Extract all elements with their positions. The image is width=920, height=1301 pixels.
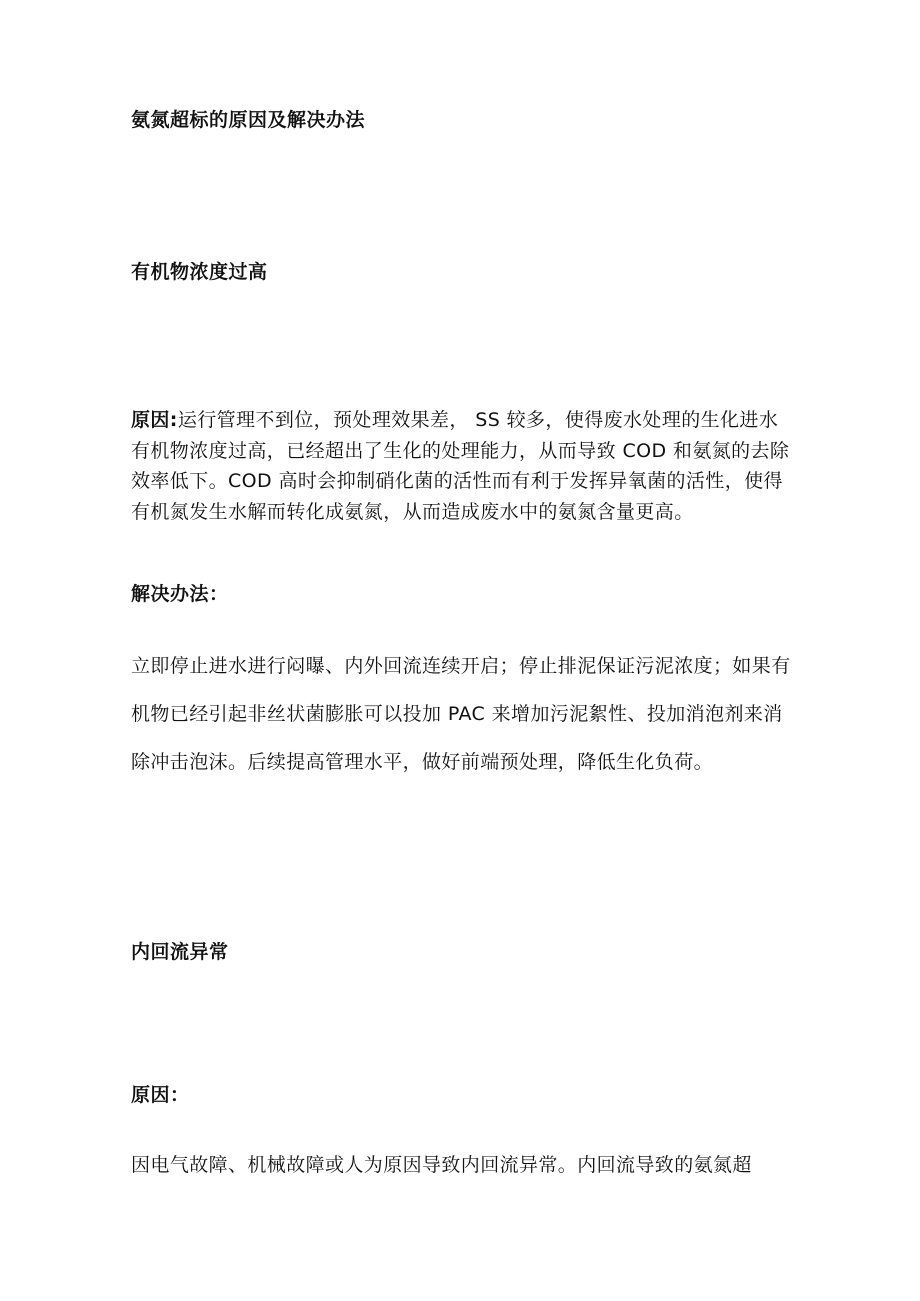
section-heading-organic-concentration: 有机物浓度过高 xyxy=(131,261,268,283)
cause-label: 原因: xyxy=(131,409,178,431)
cause-label-2: 原因： xyxy=(131,1084,190,1106)
cause-text-2: 因电气故障、机械故障或人为原因导致内回流异常。内回流导致的氨氮超 xyxy=(131,1154,752,1176)
document-title: 氨氮超标的原因及解决办法 xyxy=(131,109,366,131)
cause-text: 运行管理不到位，预处理效果差， SS 较多，使得废水处理的生化进水有机物浓度过高，已经超出了生化的处理能力，从而导致 COD 和氨氮的去除效率低下。COD 高时会抑制硝化菌的活性而有利于发挥异氧菌的活性，使得有机氮发生水解而转化成氨氮，从而造成废水中的氨氮含量更高。 xyxy=(131,409,790,523)
solution-paragraph: 立即停止进水进行闷曝、内外回流连续开启；停止排泥保证污泥浓度；如果有机物已经引起非丝状菌膨胀可以投加 PAC 来增加污泥絮性、投加消泡剂来消除冲击泡沫。后续提高管理水平，做好前端预处理，降低生化负荷。 xyxy=(131,655,791,773)
section-heading-internal-reflux: 内回流异常 xyxy=(131,941,229,963)
solution-label: 解决办法： xyxy=(131,583,229,605)
cause-paragraph xyxy=(131,405,791,527)
